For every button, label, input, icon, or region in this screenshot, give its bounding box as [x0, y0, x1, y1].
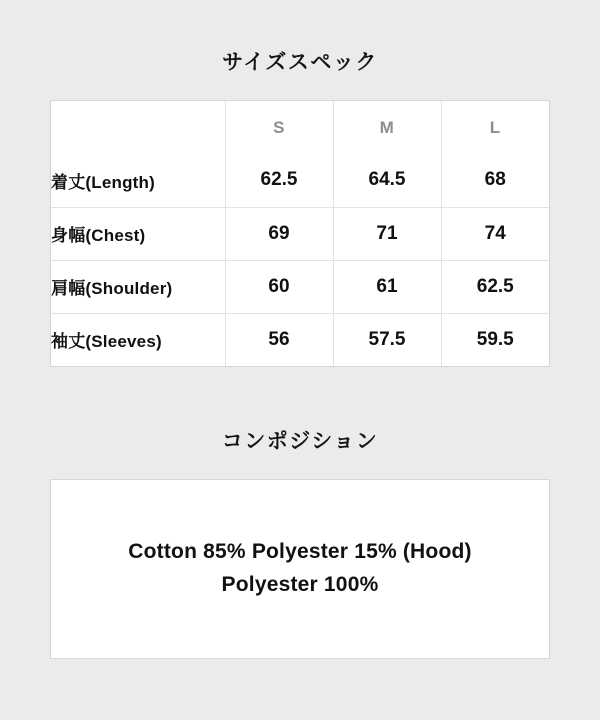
- composition-line-2: Polyester 100%: [221, 573, 379, 596]
- row-label-sleeves: 袖丈(Sleeves): [51, 313, 225, 366]
- cell-shoulder-s: 60: [225, 260, 333, 313]
- cell-length-s: 62.5: [225, 154, 333, 207]
- table-corner-cell: [51, 101, 225, 154]
- table-row: [51, 260, 549, 313]
- cell-sleeves-m: 57.5: [333, 313, 441, 366]
- column-header-l: L: [441, 101, 549, 154]
- table-header-row: [51, 101, 549, 154]
- composition-panel: [50, 479, 550, 659]
- table-row: [51, 313, 549, 366]
- cell-sleeves-s: 56: [225, 313, 333, 366]
- cell-chest-m: 71: [333, 207, 441, 260]
- row-label-shoulder: 肩幅(Shoulder): [51, 260, 225, 313]
- cell-chest-l: 74: [441, 207, 549, 260]
- column-header-m: M: [333, 101, 441, 154]
- size-spec-table: [51, 101, 549, 366]
- cell-chest-s: 69: [225, 207, 333, 260]
- size-spec-title: サイズスペック: [222, 51, 378, 74]
- cell-sleeves-l: 59.5: [441, 313, 549, 366]
- composition-title: コンポジション: [221, 430, 379, 453]
- table-row: [51, 207, 549, 260]
- size-spec-table-wrapper: [50, 100, 550, 367]
- size-spec-table-body: [51, 154, 549, 366]
- row-label-chest: 身幅(Chest): [51, 207, 225, 260]
- cell-shoulder-m: 61: [333, 260, 441, 313]
- cell-shoulder-l: 62.5: [441, 260, 549, 313]
- size-spec-table-head: [51, 101, 549, 154]
- section-spacer: [0, 367, 600, 401]
- column-header-s: S: [225, 101, 333, 154]
- row-label-length: 着丈(Length): [51, 154, 225, 207]
- composition-line-1: Cotton 85% Polyester 15% (Hood): [128, 540, 472, 564]
- table-row: [51, 154, 549, 207]
- cell-length-l: 68: [441, 154, 549, 207]
- cell-length-m: 64.5: [333, 154, 441, 207]
